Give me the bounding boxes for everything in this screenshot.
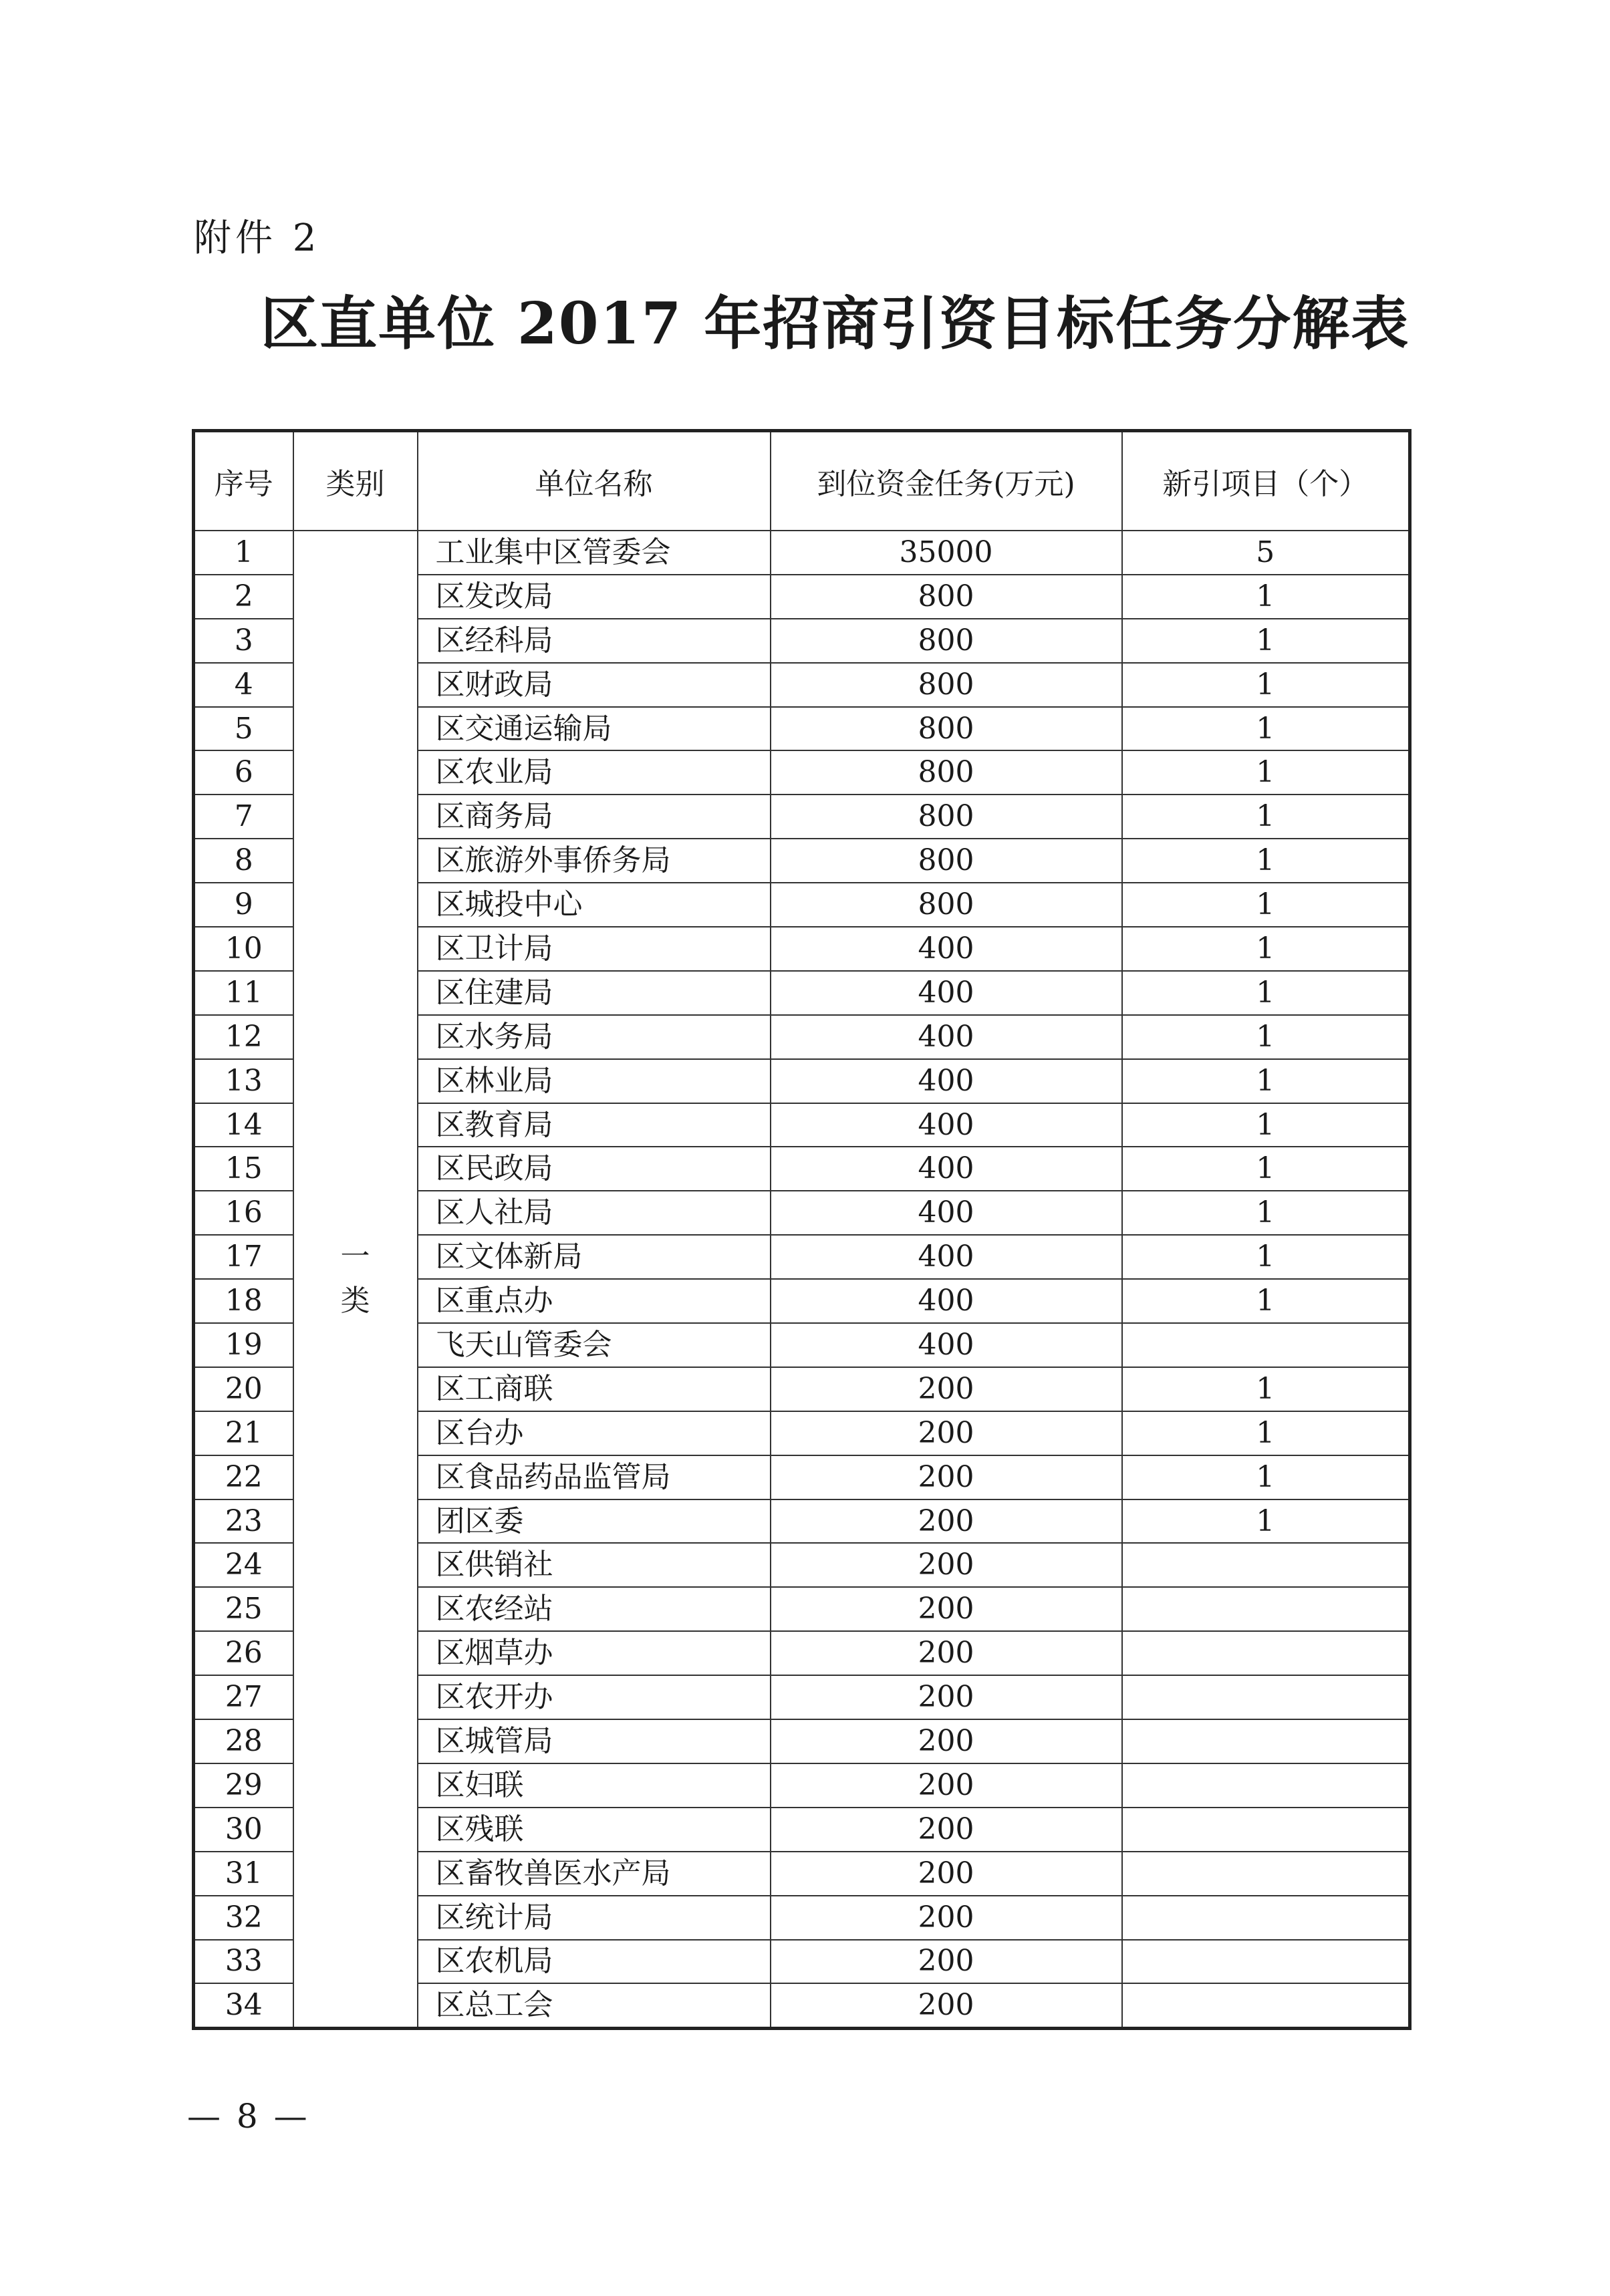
cell-projects — [1122, 1763, 1410, 1808]
cell-serial: 21 — [194, 1411, 293, 1455]
cell-funds: 200 — [771, 1587, 1122, 1631]
category-char: 类 — [340, 1284, 370, 1318]
cell-serial: 33 — [194, 1940, 293, 1984]
cell-unit-name: 工业集中区管委会 — [418, 531, 771, 575]
cell-projects: 1 — [1122, 1455, 1410, 1499]
cell-serial: 12 — [194, 1015, 293, 1059]
cell-unit-name: 区商务局 — [418, 795, 771, 839]
cell-serial: 17 — [194, 1235, 293, 1279]
cell-serial: 20 — [194, 1367, 293, 1411]
cell-serial: 24 — [194, 1543, 293, 1587]
cell-serial: 22 — [194, 1455, 293, 1499]
cell-funds: 200 — [771, 1719, 1122, 1763]
cell-projects: 1 — [1122, 663, 1410, 707]
cell-funds: 200 — [771, 1543, 1122, 1587]
cell-funds: 800 — [771, 795, 1122, 839]
table-header-row — [194, 431, 1410, 531]
cell-funds: 200 — [771, 1499, 1122, 1544]
cell-serial: 15 — [194, 1147, 293, 1191]
cell-serial: 29 — [194, 1763, 293, 1808]
cell-unit-name: 区文体新局 — [418, 1235, 771, 1279]
cell-projects: 1 — [1122, 1059, 1410, 1103]
cell-projects — [1122, 1631, 1410, 1675]
cell-funds: 200 — [771, 1940, 1122, 1984]
cell-unit-name: 区农开办 — [418, 1675, 771, 1719]
cell-serial: 27 — [194, 1675, 293, 1719]
cell-projects — [1122, 1675, 1410, 1719]
attachment-label: 附件 2 — [194, 217, 321, 260]
cell-serial: 8 — [194, 839, 293, 883]
cell-projects: 1 — [1122, 1015, 1410, 1059]
cell-projects: 1 — [1122, 1367, 1410, 1411]
cell-unit-name: 区发改局 — [418, 575, 771, 619]
cell-unit-name: 区畜牧兽医水产局 — [418, 1852, 771, 1896]
cell-unit-name: 区统计局 — [418, 1896, 771, 1940]
cell-serial: 7 — [194, 795, 293, 839]
cell-unit-name: 飞天山管委会 — [418, 1323, 771, 1367]
cell-projects: 1 — [1122, 750, 1410, 795]
cell-projects — [1122, 1983, 1410, 2028]
cell-projects: 1 — [1122, 927, 1410, 971]
table-row — [194, 531, 1410, 575]
cell-unit-name: 区残联 — [418, 1808, 771, 1852]
cell-projects — [1122, 1808, 1410, 1852]
cell-unit-name: 区台办 — [418, 1411, 771, 1455]
cell-unit-name: 区食品药品监管局 — [418, 1455, 771, 1499]
cell-funds: 200 — [771, 1631, 1122, 1675]
cell-unit-name: 区人社局 — [418, 1191, 771, 1235]
cell-funds: 400 — [771, 1059, 1122, 1103]
cell-funds: 800 — [771, 750, 1122, 795]
cell-unit-name: 区教育局 — [418, 1103, 771, 1147]
cell-projects: 1 — [1122, 1147, 1410, 1191]
cell-funds: 200 — [771, 1763, 1122, 1808]
cell-serial: 19 — [194, 1323, 293, 1367]
document-title: 区直单位 2017 年招商引资目标任务分解表 — [261, 290, 1410, 357]
cell-funds: 800 — [771, 619, 1122, 663]
cell-unit-name: 区卫计局 — [418, 927, 771, 971]
cell-funds: 200 — [771, 1675, 1122, 1719]
header-unit-name: 单位名称 — [418, 431, 771, 531]
header-funds: 到位资金任务(万元) — [771, 431, 1122, 531]
cell-funds: 200 — [771, 1983, 1122, 2028]
cell-funds: 200 — [771, 1896, 1122, 1940]
cell-projects: 1 — [1122, 1411, 1410, 1455]
cell-unit-name: 区农机局 — [418, 1940, 771, 1984]
cell-unit-name: 区经科局 — [418, 619, 771, 663]
cell-serial: 13 — [194, 1059, 293, 1103]
page-number: — 8 — — [187, 2097, 310, 2136]
cell-funds: 200 — [771, 1455, 1122, 1499]
header-category: 类别 — [293, 431, 418, 531]
cell-serial: 10 — [194, 927, 293, 971]
cell-projects: 1 — [1122, 971, 1410, 1015]
cell-serial: 14 — [194, 1103, 293, 1147]
cell-unit-name: 区林业局 — [418, 1059, 771, 1103]
cell-projects: 1 — [1122, 1235, 1410, 1279]
cell-projects — [1122, 1719, 1410, 1763]
cell-serial: 32 — [194, 1896, 293, 1940]
cell-funds: 35000 — [771, 531, 1122, 575]
cell-serial: 28 — [194, 1719, 293, 1763]
cell-serial: 3 — [194, 619, 293, 663]
cell-projects — [1122, 1940, 1410, 1984]
cell-serial: 2 — [194, 575, 293, 619]
target-breakdown-table — [192, 429, 1412, 2030]
cell-funds: 200 — [771, 1367, 1122, 1411]
cell-projects: 1 — [1122, 707, 1410, 751]
cell-projects — [1122, 1896, 1410, 1940]
cell-projects: 1 — [1122, 619, 1410, 663]
cell-projects: 1 — [1122, 883, 1410, 927]
cell-unit-name: 区交通运输局 — [418, 707, 771, 751]
cell-serial: 23 — [194, 1499, 293, 1544]
cell-projects: 1 — [1122, 1103, 1410, 1147]
cell-funds: 400 — [771, 1015, 1122, 1059]
cell-projects: 1 — [1122, 575, 1410, 619]
header-projects: 新引项目（个） — [1122, 431, 1410, 531]
cell-funds: 800 — [771, 663, 1122, 707]
cell-serial: 1 — [194, 531, 293, 575]
cell-projects — [1122, 1587, 1410, 1631]
cell-unit-name: 区财政局 — [418, 663, 771, 707]
cell-serial: 30 — [194, 1808, 293, 1852]
cell-category — [293, 531, 418, 2029]
cell-projects — [1122, 1323, 1410, 1367]
cell-serial: 4 — [194, 663, 293, 707]
cell-serial: 6 — [194, 750, 293, 795]
cell-serial: 16 — [194, 1191, 293, 1235]
cell-projects: 1 — [1122, 1499, 1410, 1544]
cell-unit-name: 区总工会 — [418, 1983, 771, 2028]
cell-unit-name: 区供销社 — [418, 1543, 771, 1587]
cell-serial: 9 — [194, 883, 293, 927]
cell-serial: 26 — [194, 1631, 293, 1675]
cell-funds: 400 — [771, 927, 1122, 971]
cell-funds: 200 — [771, 1808, 1122, 1852]
cell-projects: 1 — [1122, 839, 1410, 883]
cell-serial: 18 — [194, 1279, 293, 1323]
cell-unit-name: 区水务局 — [418, 1015, 771, 1059]
category-char: 一 — [340, 1240, 370, 1274]
cell-funds: 200 — [771, 1411, 1122, 1455]
cell-unit-name: 区农业局 — [418, 750, 771, 795]
cell-projects: 1 — [1122, 1191, 1410, 1235]
cell-unit-name: 区农经站 — [418, 1587, 771, 1631]
cell-unit-name: 区重点办 — [418, 1279, 771, 1323]
cell-funds: 800 — [771, 707, 1122, 751]
header-serial: 序号 — [194, 431, 293, 531]
cell-projects — [1122, 1543, 1410, 1587]
cell-unit-name: 区住建局 — [418, 971, 771, 1015]
cell-serial: 31 — [194, 1852, 293, 1896]
cell-unit-name: 区工商联 — [418, 1367, 771, 1411]
cell-unit-name: 区民政局 — [418, 1147, 771, 1191]
cell-serial: 34 — [194, 1983, 293, 2028]
cell-unit-name: 团区委 — [418, 1499, 771, 1544]
cell-funds: 400 — [771, 1279, 1122, 1323]
cell-funds: 400 — [771, 1235, 1122, 1279]
cell-funds: 400 — [771, 1147, 1122, 1191]
cell-unit-name: 区城投中心 — [418, 883, 771, 927]
cell-serial: 5 — [194, 707, 293, 751]
cell-serial: 25 — [194, 1587, 293, 1631]
cell-projects — [1122, 1852, 1410, 1896]
cell-funds: 400 — [771, 1191, 1122, 1235]
cell-projects: 5 — [1122, 531, 1410, 575]
cell-funds: 400 — [771, 1323, 1122, 1367]
cell-funds: 800 — [771, 883, 1122, 927]
cell-funds: 800 — [771, 839, 1122, 883]
cell-funds: 800 — [771, 575, 1122, 619]
cell-projects: 1 — [1122, 795, 1410, 839]
cell-unit-name: 区城管局 — [418, 1719, 771, 1763]
cell-serial: 11 — [194, 971, 293, 1015]
cell-funds: 400 — [771, 1103, 1122, 1147]
cell-unit-name: 区烟草办 — [418, 1631, 771, 1675]
cell-funds: 400 — [771, 971, 1122, 1015]
cell-projects: 1 — [1122, 1279, 1410, 1323]
cell-funds: 200 — [771, 1852, 1122, 1896]
cell-unit-name: 区妇联 — [418, 1763, 771, 1808]
cell-unit-name: 区旅游外事侨务局 — [418, 839, 771, 883]
